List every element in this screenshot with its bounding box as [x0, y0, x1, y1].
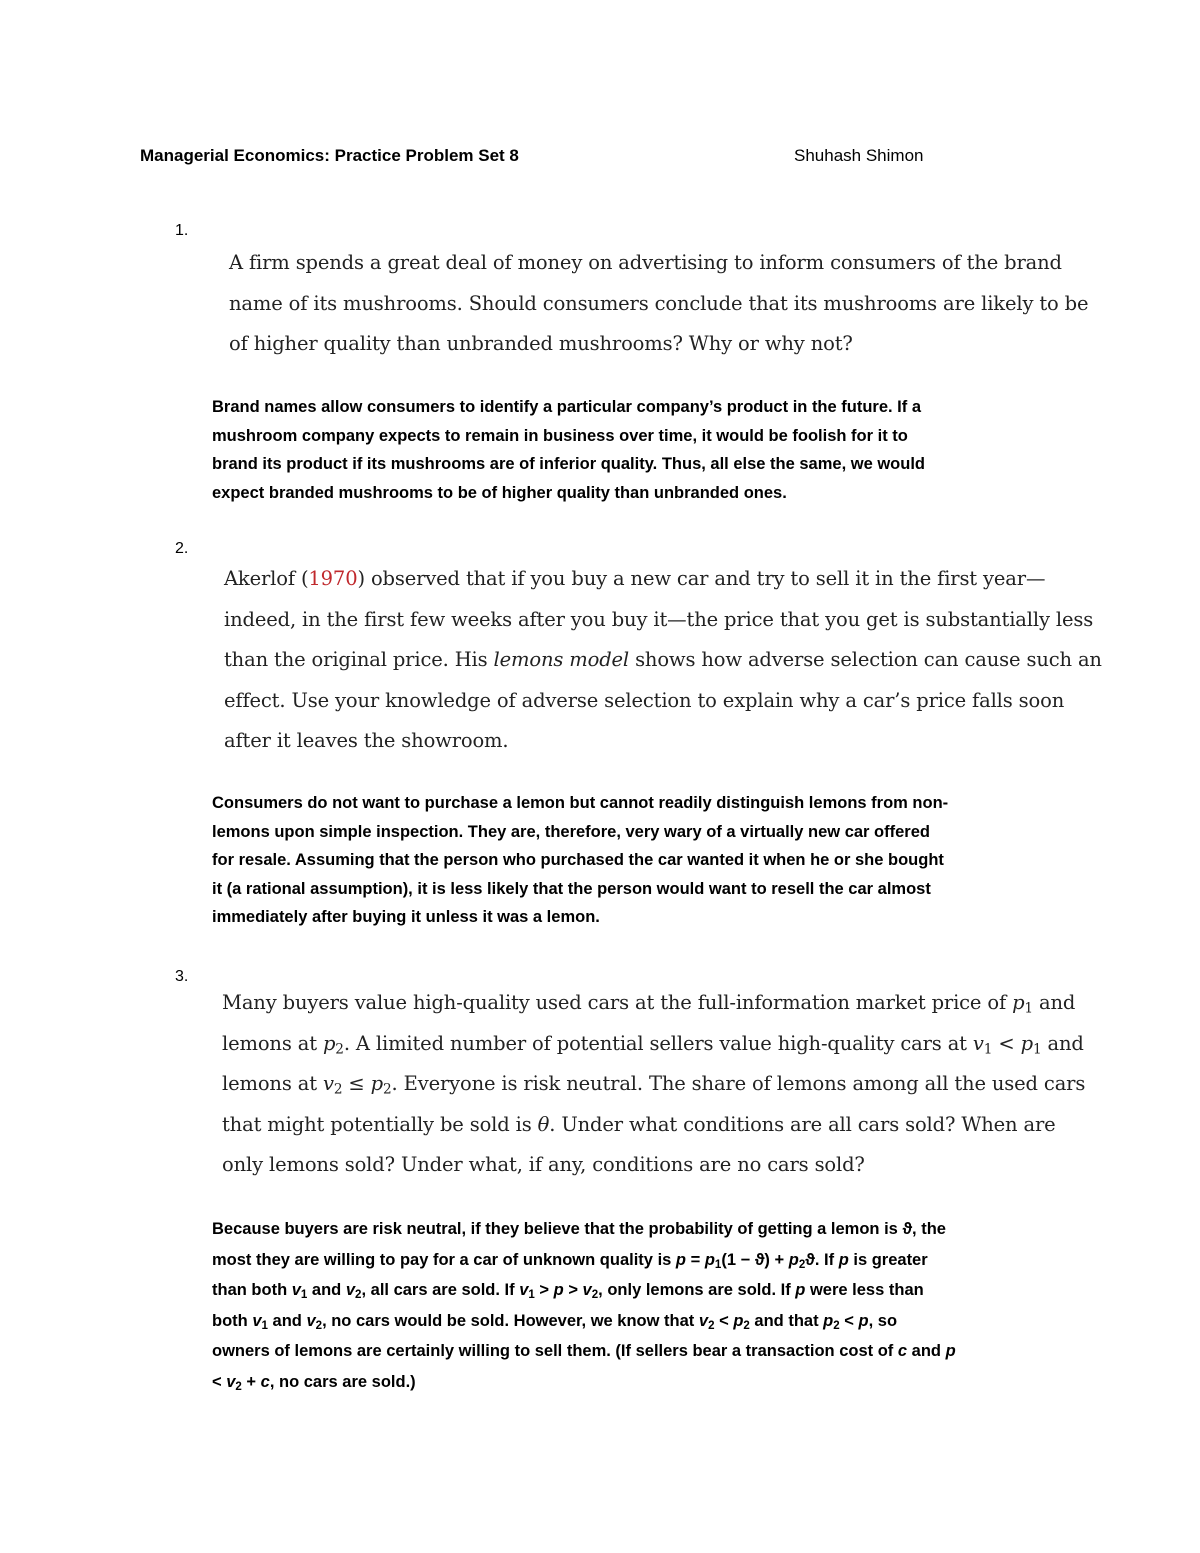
answer-line: Because buyers are risk neutral, if they believe that the probability of getting a lemon is ϑ, the [212, 1220, 946, 1238]
answer-line: brand its product if its mushrooms are of inferior quality. Thus, all else the same, we would [212, 455, 925, 473]
problem-number: 2. [175, 540, 189, 557]
question-line: Many buyers value high-quality used cars at the full-information market price of $p_1$ and [222, 991, 1076, 1017]
question-line: indeed, in the first few weeks after you buy it—the price that you get is substantially less [224, 607, 1094, 631]
problem-2-answer [212, 789, 1072, 932]
answer-line: owners of lemons are certainly willing to sell them. (If sellers bear a transaction cost of c and p [212, 1342, 956, 1360]
answer-line: for resale. Assuming that the person who purchased the car wanted it when he or she bought [212, 851, 944, 869]
question-line: lemons at $p_2$. A limited number of potential sellers value high-quality cars at $v_1 < p_1$ and [222, 1031, 1084, 1057]
citation-year: 1970 [308, 567, 358, 590]
answer-line: expect branded mushrooms to be of higher quality than unbranded ones. [212, 483, 787, 502]
answer-line: it (a rational assumption), it is less likely that the person would want to resell the car almost [212, 879, 931, 898]
answer-line: Brand names allow consumers to identify a particular company’s product in the future. If a [212, 398, 922, 416]
author-name: Shuhash Shimon [794, 146, 924, 165]
answer-line: mushroom company expects to remain in business over time, it would be foolish for it to [212, 426, 908, 445]
problem-3-answer [212, 1214, 1072, 1397]
answer-line: most they are willing to pay for a car of unknown quality is $p = p_1(1 - ϑ) + p_2ϑ$. If p is greater [212, 1250, 928, 1271]
question-line: name of its mushrooms. Should consumers conclude that its mushrooms are likely to be [229, 291, 1089, 315]
question-line: that might potentially be sold is θ. Under what conditions are all cars sold? When are [222, 1112, 1056, 1136]
problem-3-question [222, 983, 1085, 1186]
problem-1-question [229, 243, 1088, 365]
question-line: lemons at $v_2 \le p_2$. Everyone is risk neutral. The share of lemons among all the used cars [222, 1072, 1086, 1098]
document-title: Managerial Economics: Practice Problem Set 8 [140, 146, 519, 165]
problem-number: 1. [175, 222, 189, 239]
question-line: only lemons sold? Under what, if any, conditions are no cars sold? [222, 1153, 865, 1176]
document-header [140, 146, 960, 166]
answer-line: immediately after buying it unless it was a lemon. [212, 908, 600, 926]
problem-1-answer [212, 393, 1072, 507]
question-line: than the original price. His lemons model shows how adverse selection can cause such an [224, 648, 1102, 671]
answer-line: both $v_1$ and $v_2$, no cars would be sold. However, we know that $v_2 < p_2$ and that $p_2 < p$, so [212, 1311, 898, 1332]
question-line: after it leaves the showroom. [224, 729, 509, 752]
problem-number: 3. [175, 968, 189, 985]
answer-line: Consumers do not want to purchase a lemon but cannot readily distinguish lemons from non- [212, 794, 949, 812]
question-line: Akerlof (1970) observed that if you buy a new car and try to sell it in the first year— [224, 567, 1046, 590]
question-line: of higher quality than unbranded mushrooms? Why or why not? [229, 332, 853, 355]
answer-line: < $v_2 + c$, no cars are sold.) [212, 1372, 416, 1393]
problem-2-question [224, 559, 1102, 762]
answer-line: than both $v_1$ and $v_2$, all cars are sold. If $v_1 > p > v_2$, only lemons are sold. If p were less than [212, 1281, 924, 1301]
question-line: A firm spends a great deal of money on advertising to inform consumers of the brand [229, 251, 1062, 274]
answer-line: lemons upon simple inspection. They are, therefore, very wary of a virtually new car offered [212, 822, 930, 841]
term-lemons-model: lemons model [493, 648, 630, 671]
question-line: effect. Use your knowledge of adverse selection to explain why a car’s price falls soon [224, 688, 1065, 712]
